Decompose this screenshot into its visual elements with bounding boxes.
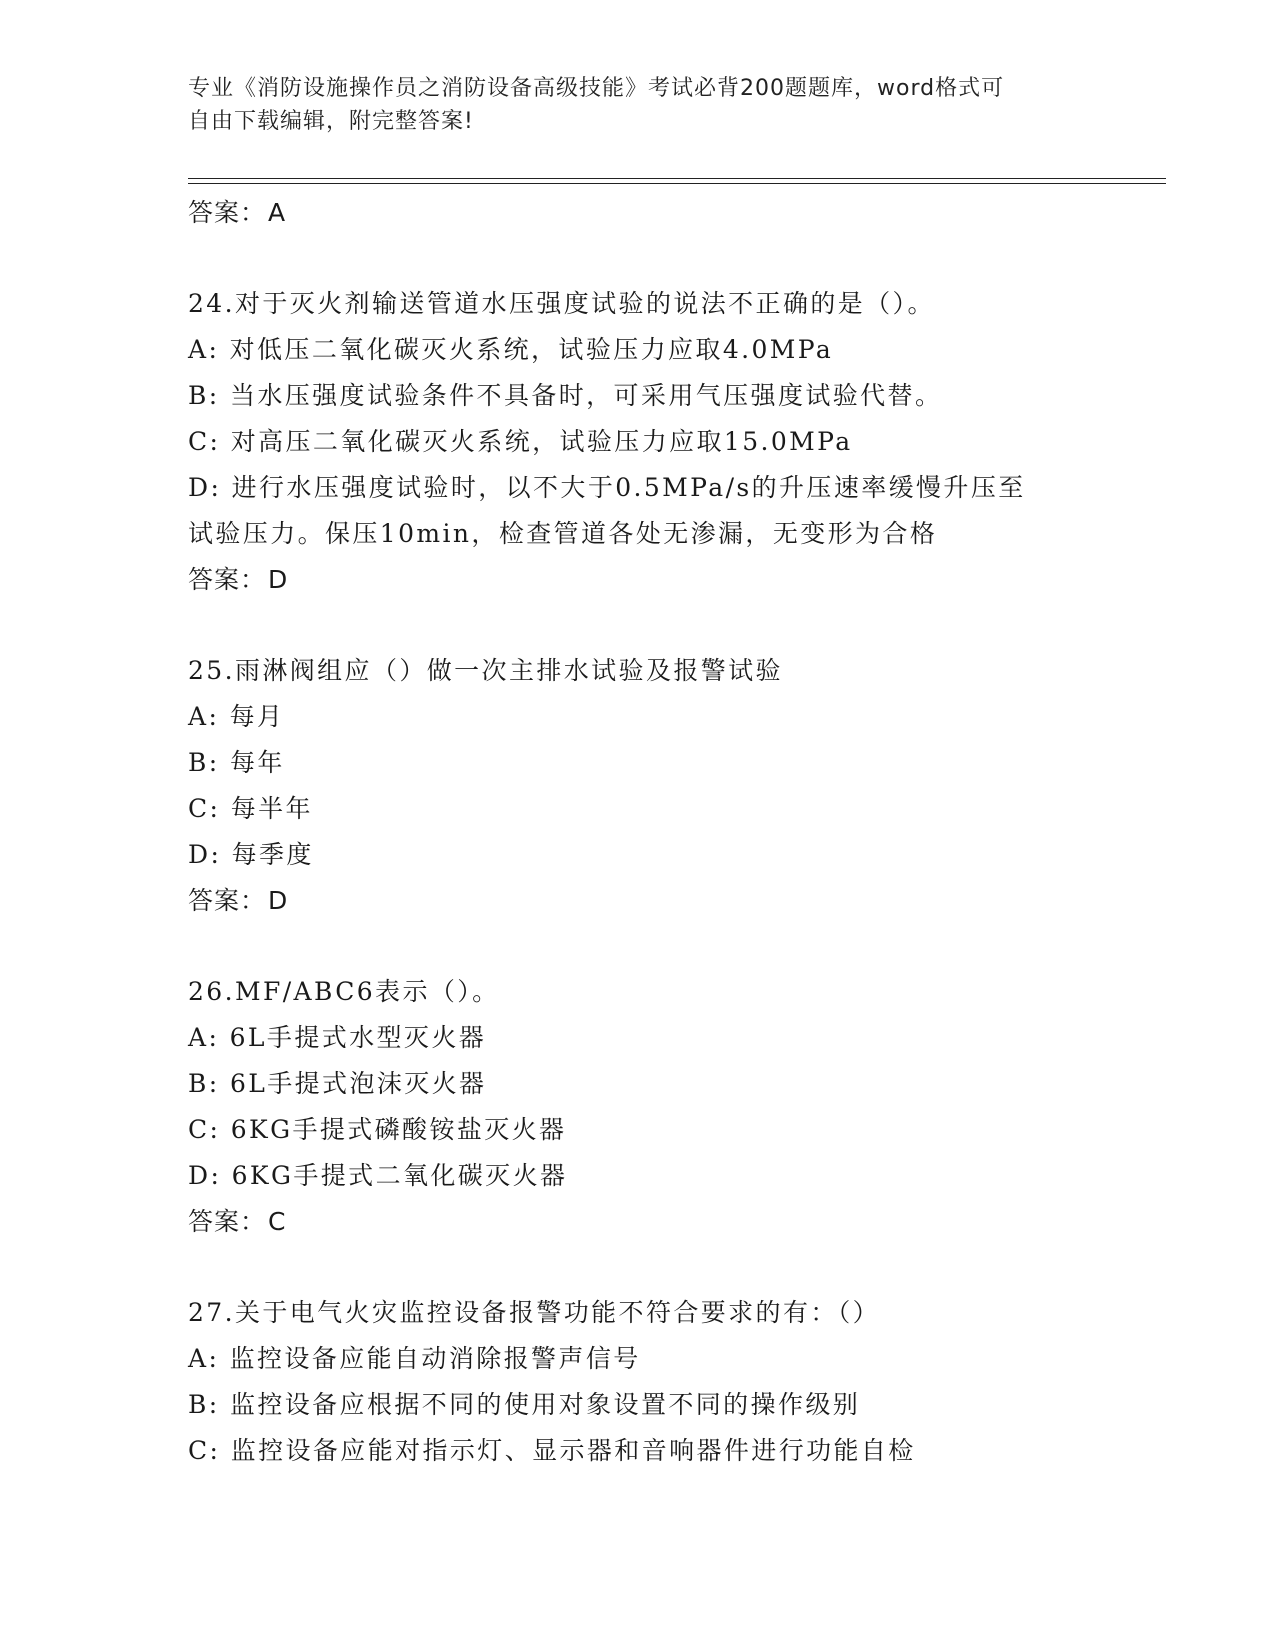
option-c: C: 监控设备应能对指示灯、显示器和音响器件进行功能自检 bbox=[188, 1436, 916, 1465]
option-a: A: 每月 bbox=[188, 702, 285, 731]
header-line-1: 专业《消防设施操作员之消防设备高级技能》考试必背200题题库，word格式可 bbox=[188, 76, 1005, 101]
answer-label: 答案： bbox=[188, 1207, 267, 1236]
option-b: B: 监控设备应根据不同的使用对象设置不同的操作级别 bbox=[188, 1390, 861, 1419]
question-answer bbox=[188, 1199, 1088, 1245]
option-c: C: 每半年 bbox=[188, 794, 313, 823]
question-stem: 24.对于灭火剂输送管道水压强度试验的说法不正确的是（）。 bbox=[188, 289, 935, 318]
option-a: A: 对低压二氧化碳灭火系统，试验压力应取4.0MPa bbox=[188, 335, 834, 364]
question-stem: 26.MF/ABC6表示（）。 bbox=[188, 977, 500, 1006]
header-line-2: 自由下载编辑，附完整答案! bbox=[188, 109, 474, 134]
spacer bbox=[188, 603, 1088, 648]
question-27 bbox=[188, 1290, 1088, 1474]
option-a: A: 6L手提式水型灭火器 bbox=[188, 1023, 487, 1052]
answer-label: 答案： bbox=[188, 886, 267, 915]
option-b: B: 当水压强度试验条件不具备时，可采用气压强度试验代替。 bbox=[188, 381, 943, 410]
option-c: C: 6KG手提式磷酸铵盐灭火器 bbox=[188, 1115, 567, 1144]
option-a: A: 监控设备应能自动消除报警声信号 bbox=[188, 1344, 641, 1373]
option-d: D: 6KG手提式二氧化碳灭火器 bbox=[188, 1161, 568, 1190]
question-answer bbox=[188, 878, 1088, 924]
answer-value: A bbox=[268, 198, 287, 227]
question-answer bbox=[188, 557, 1088, 603]
spacer bbox=[188, 236, 1088, 281]
option-b: B: 每年 bbox=[188, 748, 285, 777]
header-rule-bottom bbox=[188, 183, 1166, 184]
option-d: D: 进行水压强度试验时，以不大于0.5MPa/s的升压速率缓慢升压至 bbox=[188, 473, 1026, 502]
option-b: B: 6L手提式泡沫灭火器 bbox=[188, 1069, 487, 1098]
answer-label: 答案： bbox=[188, 198, 267, 227]
answer-value: C bbox=[268, 1207, 287, 1236]
answer-value: D bbox=[268, 886, 289, 915]
question-24 bbox=[188, 281, 1088, 603]
page-header bbox=[188, 72, 1068, 138]
spacer bbox=[188, 924, 1088, 969]
header-rule-top bbox=[188, 178, 1166, 179]
question-25 bbox=[188, 648, 1088, 924]
answer-label: 答案： bbox=[188, 565, 267, 594]
question-stem: 25.雨淋阀组应（）做一次主排水试验及报警试验 bbox=[188, 656, 783, 685]
question-stem: 27.关于电气火灾监控设备报警功能不符合要求的有：（） bbox=[188, 1298, 881, 1327]
answer-value: D bbox=[268, 565, 289, 594]
option-d-continued: 试验压力。保压10min，检查管道各处无渗漏，无变形为合格 bbox=[188, 519, 938, 548]
question-26 bbox=[188, 969, 1088, 1245]
previous-answer bbox=[188, 190, 1088, 236]
document-body bbox=[188, 190, 1088, 1474]
option-d: D: 每季度 bbox=[188, 840, 314, 869]
spacer bbox=[188, 1245, 1088, 1290]
option-c: C: 对高压二氧化碳灭火系统，试验压力应取15.0MPa bbox=[188, 427, 853, 456]
